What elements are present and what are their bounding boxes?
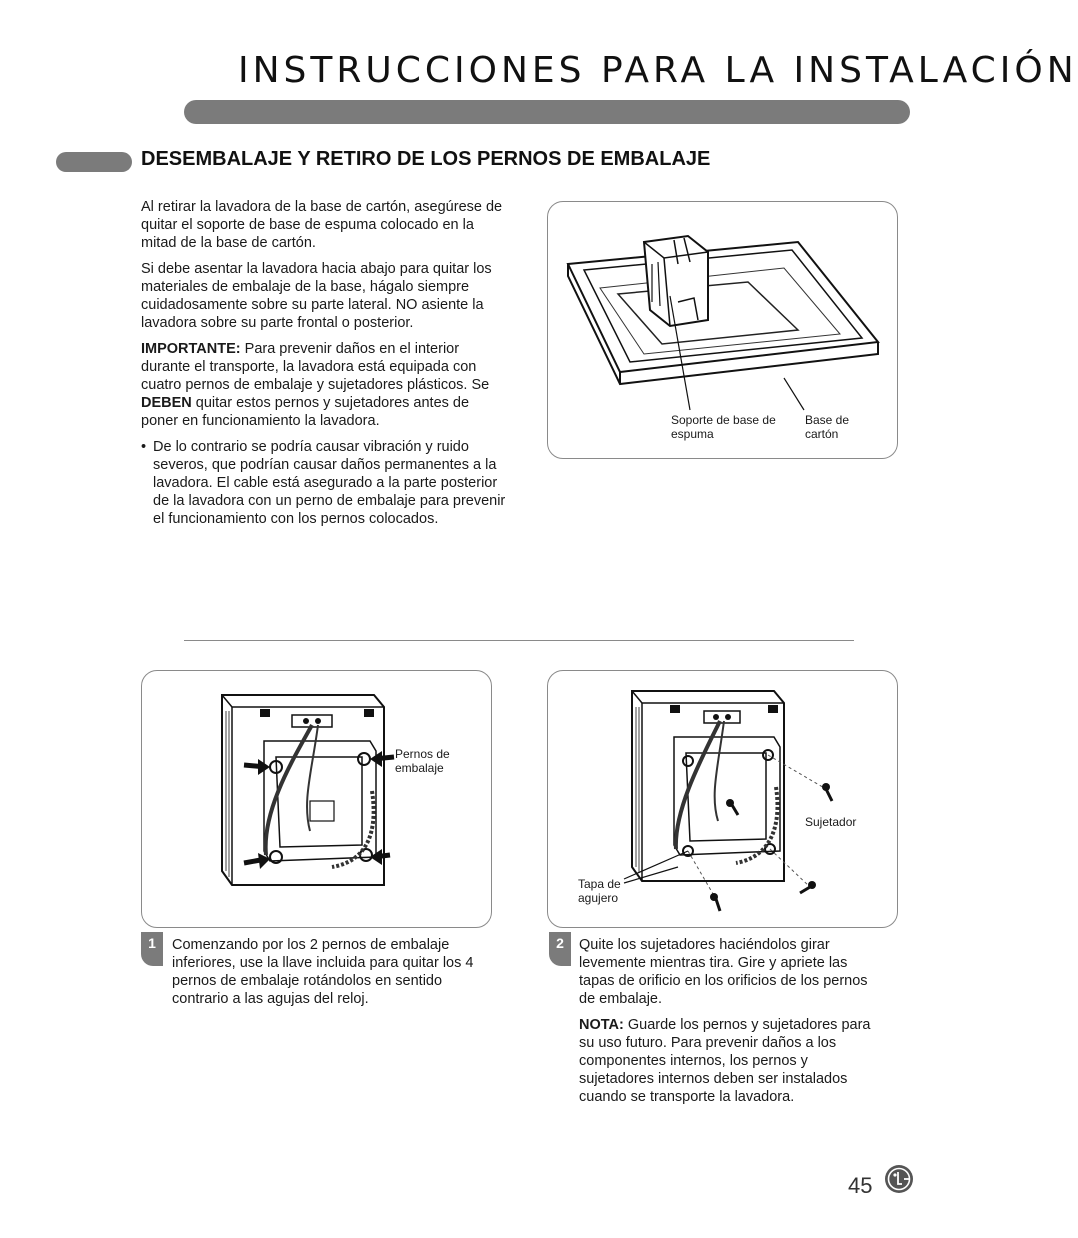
- section-title: DESEMBALAJE Y RETIRO DE LOS PERNOS DE EMBALAJE: [141, 148, 711, 170]
- note-label: NOTA:: [579, 1017, 624, 1033]
- lg-logo: [884, 1164, 914, 1194]
- note-paragraph: [579, 1016, 884, 1106]
- label-packing-bolts: Pernos de embalaje: [395, 747, 450, 775]
- figure-step-1: [141, 670, 492, 928]
- step-1-text: Comenzando por los 2 pernos de embalaje inferiores, use la llave incluida para quitar los 4 pernos de embalaje rotándolos en sentido contrario a las agujas del reloj.: [172, 937, 474, 1007]
- figure-cardboard-base: [547, 201, 898, 459]
- section-pill: [56, 152, 132, 172]
- intro-paragraph-2: Si debe asentar la lavadora hacia abajo para quitar los materiales de embalaje de la base, hágalo siempre cuidadosamente sobre su parte lateral. NO asiente la lavadora sobre su parte frontal o posterior.: [141, 261, 492, 331]
- lg-logo-icon: [884, 1164, 914, 1194]
- washer-back-bolts-illustration: [142, 671, 491, 927]
- step-2-text: [579, 936, 884, 1114]
- intro-text: [141, 198, 506, 528]
- page-number: 45: [848, 1173, 873, 1198]
- intro-paragraph-1: Al retirar la lavadora de la base de cartón, asegúrese de quitar el soporte de base de espuma colocado en la mitad de la base de cartón.: [141, 199, 503, 251]
- figure-step-2: [547, 670, 898, 928]
- label-foam-support: Soporte de base de espuma: [671, 413, 776, 441]
- bullet-item: [141, 438, 506, 528]
- page-title: INSTRUCCIONES PARA LA INSTALACIÓN: [238, 50, 1078, 91]
- step-1-badge: 1: [141, 932, 163, 966]
- label-cardboard-base: Base de cartón: [805, 413, 850, 441]
- important-text-a: Para prevenir daños en el interior durante el transporte, la lavadora está equipada con cuatro pernos de embalaje y sujetadores plásticos. Se: [141, 341, 490, 393]
- bullet-mark: •: [141, 439, 147, 455]
- step-2-badge: 2: [549, 932, 571, 966]
- label-fastener: Sujetador: [805, 815, 857, 829]
- important-emph: DEBEN: [141, 395, 192, 411]
- bullet-text: De lo contrario se podría causar vibración y ruido severos, que podrían causar daños permanentes a la lavadora. El cable está asegurado a la parte posterior de la lavadora con un perno de embalaje para prevenir el funcionamiento con los pernos colocados.: [153, 439, 506, 527]
- step-2-paragraph: Quite los sujetadores haciéndolos girar levemente mientras tira. Gire y apriete las tapas de orificio en los orificios de los pernos de embalaje.: [579, 937, 868, 1007]
- note-text: Guarde los pernos y sujetadores para su uso futuro. Para prevenir daños a los componentes internos, los pernos y sujetadores internos deben ser instalados cuando se transporte la lavadora.: [579, 1017, 871, 1105]
- important-paragraph: [141, 340, 506, 430]
- label-hole-cap: Tapa de agujero: [578, 877, 621, 905]
- title-bar: [184, 100, 910, 124]
- important-text-b: quitar estos pernos y sujetadores antes de poner en funcionamiento la lavadora.: [141, 395, 470, 429]
- section-divider: [184, 640, 854, 641]
- important-label: IMPORTANTE:: [141, 341, 241, 357]
